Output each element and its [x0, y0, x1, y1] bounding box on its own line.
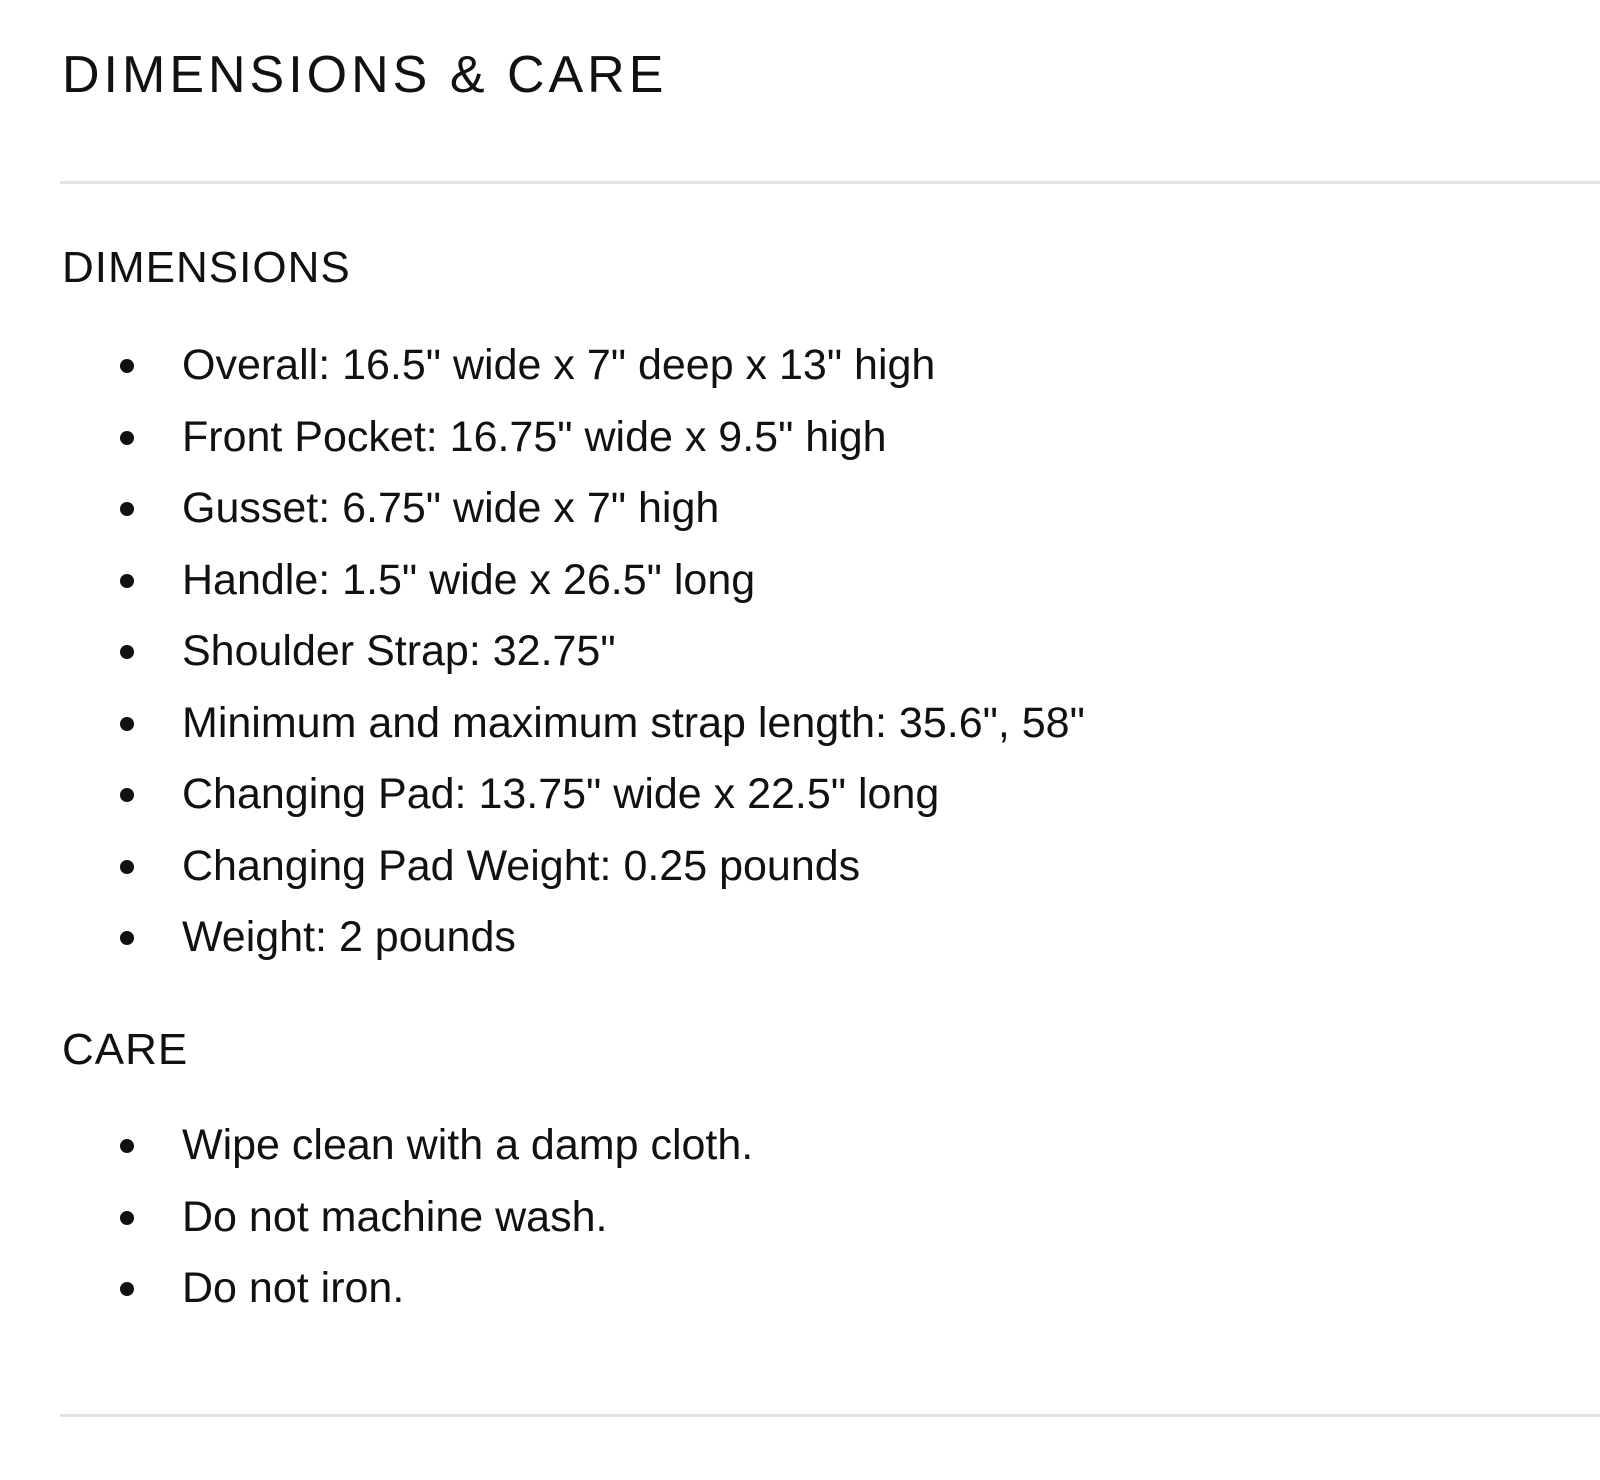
care-item-no-iron: [116, 1253, 753, 1325]
bullet-icon: [120, 359, 134, 373]
bullet-icon: [120, 1211, 134, 1225]
bullet-icon: [120, 502, 134, 516]
care-item-text: Do not iron.: [182, 1264, 405, 1312]
care-item-wipe-clean: [116, 1110, 753, 1182]
dimension-item-gusset: [116, 473, 1085, 545]
dimension-item-front-pocket: [116, 402, 1085, 474]
bottom-divider: [60, 1414, 1600, 1417]
care-list: [116, 1110, 753, 1325]
top-divider: [60, 181, 1600, 184]
bullet-icon: [120, 788, 134, 802]
care-item-no-machine-wash: [116, 1182, 753, 1254]
dimension-item-text: Handle: 1.5" wide x 26.5" long: [182, 555, 756, 604]
bullet-icon: [120, 645, 134, 659]
dimension-item-text: Changing Pad: 13.75" wide x 22.5" long: [182, 770, 940, 818]
dimension-item-text: Gusset: 6.75" wide x 7" high: [182, 484, 720, 532]
dimensions-list: [116, 330, 1085, 974]
dimension-item-strap-length: [116, 688, 1085, 760]
dimension-item-text: Front Pocket: 16.75" wide x 9.5" high: [182, 412, 887, 461]
dimension-item-text: Minimum and maximum strap length: 35.6", 58": [182, 698, 1085, 747]
bullet-icon: [120, 431, 134, 445]
dimension-item-handle: [116, 545, 1085, 617]
dimension-item-text: Shoulder Strap: 32.75": [182, 627, 616, 675]
bullet-icon: [120, 931, 134, 945]
dimension-item-changing-pad: [116, 759, 1085, 831]
dimension-item-changing-pad-weight: [116, 831, 1085, 903]
dimension-item-shoulder-strap: [116, 616, 1085, 688]
dimension-item-text: Overall: 16.5" wide x 7" deep x 13" high: [182, 341, 936, 389]
dimension-item-text: Changing Pad Weight: 0.25 pounds: [182, 841, 861, 890]
care-item-text: Do not machine wash.: [182, 1192, 608, 1241]
dimension-item-overall: [116, 330, 1085, 402]
bullet-icon: [120, 717, 134, 731]
care-item-text: Wipe clean with a damp cloth.: [182, 1121, 754, 1169]
dimensions-heading: DIMENSIONS: [62, 243, 351, 292]
dimension-item-weight: [116, 902, 1085, 974]
dimension-item-text: Weight: 2 pounds: [182, 913, 516, 961]
bullet-icon: [120, 1139, 134, 1153]
page-title: DIMENSIONS & CARE: [62, 46, 668, 104]
care-heading: CARE: [62, 1025, 189, 1074]
bullet-icon: [120, 860, 134, 874]
bullet-icon: [120, 1282, 134, 1296]
bullet-icon: [120, 574, 134, 588]
